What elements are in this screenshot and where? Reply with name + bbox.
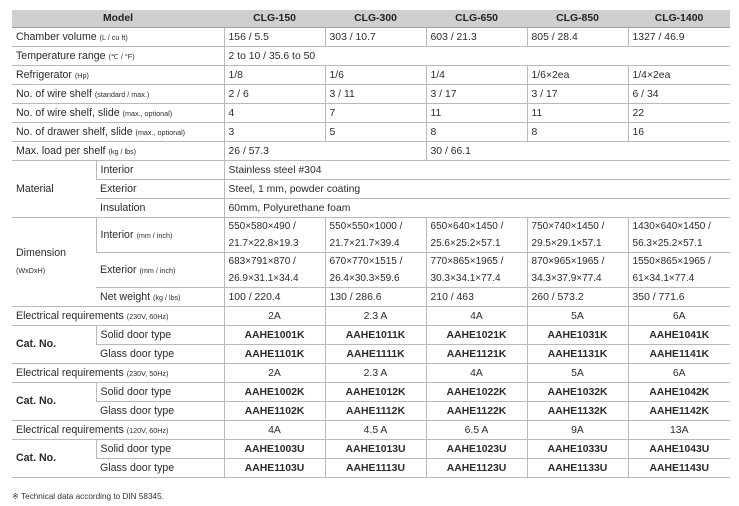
cell: 2 to 10 / 35.6 to 50 (224, 47, 730, 66)
cell: AAHE1032K (527, 383, 628, 402)
cell: AAHE1101K (224, 345, 325, 364)
sub-label: Glass door type (96, 402, 224, 421)
cell: 11 (426, 104, 527, 123)
row-label: No. of wire shelf (standard / max.) (12, 85, 224, 104)
cell: 26 / 57.3 (224, 142, 426, 161)
cell: 1/8 (224, 66, 325, 85)
sub-label: Exterior (96, 180, 224, 199)
row-net-weight (12, 288, 730, 307)
row-electrical-230-60 (12, 307, 730, 326)
cell: 8 (426, 123, 527, 142)
cell: 670×770×1515 / 26.4×30.3×59.6 (325, 253, 426, 288)
cell: AAHE1033U (527, 440, 628, 459)
sub-label: Net weight (kg / lbs) (96, 288, 224, 307)
cell: AAHE1131K (527, 345, 628, 364)
cell: 3 / 17 (527, 85, 628, 104)
cell: 3 / 17 (426, 85, 527, 104)
sub-label: Solid door type (96, 326, 224, 345)
model-header: Model (12, 10, 224, 28)
row-label: Electrical requirements (120V, 60Hz) (12, 421, 224, 440)
cell: 1/4 (426, 66, 527, 85)
cell: 303 / 10.7 (325, 28, 426, 47)
row-material-exterior (12, 180, 730, 199)
cell: AAHE1041K (628, 326, 730, 345)
row-label: Temperature range (℃ / °F) (12, 47, 224, 66)
cell: 5A (527, 364, 628, 383)
row-cat-glass (12, 402, 730, 421)
cell: 210 / 463 (426, 288, 527, 307)
cell: AAHE1013U (325, 440, 426, 459)
sub-label: Solid door type (96, 440, 224, 459)
cell: AAHE1043U (628, 440, 730, 459)
cell: AAHE1003U (224, 440, 325, 459)
cell: 1327 / 46.9 (628, 28, 730, 47)
cell: 2.3 A (325, 307, 426, 326)
cell: AAHE1103U (224, 459, 325, 478)
cell: 9A (527, 421, 628, 440)
row-label: Electrical requirements (230V, 60Hz) (12, 307, 224, 326)
cell: AAHE1111K (325, 345, 426, 364)
cell: 4A (426, 307, 527, 326)
row-label: Refrigerator (Hp) (12, 66, 224, 85)
cell: 870×965×1965 / 34.3×37.9×77.4 (527, 253, 628, 288)
cell: AAHE1042K (628, 383, 730, 402)
cell: 603 / 21.3 (426, 28, 527, 47)
cell: 2 / 6 (224, 85, 325, 104)
sub-label: Exterior (mm / inch) (96, 253, 224, 288)
cell: 5A (527, 307, 628, 326)
cell: 5 (325, 123, 426, 142)
cell: 1550×865×1965 / 61×34.1×77.4 (628, 253, 730, 288)
cell: 30 / 66.1 (426, 142, 730, 161)
sub-label: Solid door type (96, 383, 224, 402)
cell: AAHE1023U (426, 440, 527, 459)
row-material-interior (12, 161, 730, 180)
cell: 2A (224, 307, 325, 326)
row-label: Max. load per shelf (kg / lbs) (12, 142, 224, 161)
cell: AAHE1133U (527, 459, 628, 478)
group-label-material: Material (12, 161, 96, 218)
cell: 750×740×1450 / 29.5×29.1×57.1 (527, 218, 628, 253)
sub-label: Glass door type (96, 345, 224, 364)
row-dimension-exterior (12, 253, 730, 288)
model-col-header: CLG-1400 (628, 10, 730, 28)
cell: AAHE1021K (426, 326, 527, 345)
footnote: ※ Technical data according to DIN 58345. (12, 492, 164, 501)
cell: 650×640×1450 / 25.6×25.2×57.1 (426, 218, 527, 253)
cell: 22 (628, 104, 730, 123)
cell: 550×550×1000 / 21.7×21.7×39.4 (325, 218, 426, 253)
cell: AAHE1112K (325, 402, 426, 421)
group-label-dimension: Dimension (WxDxH) (12, 218, 96, 307)
cell: AAHE1102K (224, 402, 325, 421)
cell: AAHE1012K (325, 383, 426, 402)
row-electrical-120-60 (12, 421, 730, 440)
cell: 4 (224, 104, 325, 123)
cell: 3 / 11 (325, 85, 426, 104)
cell: AAHE1142K (628, 402, 730, 421)
cell: AAHE1031K (527, 326, 628, 345)
group-label-cat-no: Cat. No. (12, 383, 96, 421)
cell: 6.5 A (426, 421, 527, 440)
cell: 260 / 573.2 (527, 288, 628, 307)
cell: 130 / 286.6 (325, 288, 426, 307)
cell: AAHE1113U (325, 459, 426, 478)
header-row (12, 10, 730, 28)
model-col-header: CLG-150 (224, 10, 325, 28)
cell: 16 (628, 123, 730, 142)
cell: Stainless steel #304 (224, 161, 730, 180)
row-cat-glass (12, 459, 730, 478)
cell: 683×791×870 / 26.9×31.1×34.4 (224, 253, 325, 288)
cell: 1/4×2ea (628, 66, 730, 85)
row-wire-shelf-slide (12, 104, 730, 123)
sub-label: Glass door type (96, 459, 224, 478)
cell: AAHE1011K (325, 326, 426, 345)
cell: 7 (325, 104, 426, 123)
row-label: No. of drawer shelf, slide (max., optional) (12, 123, 224, 142)
row-cat-solid (12, 326, 730, 345)
cell: 2A (224, 364, 325, 383)
row-label: Electrical requirements (230V, 50Hz) (12, 364, 224, 383)
row-material-insulation (12, 199, 730, 218)
row-cat-glass (12, 345, 730, 364)
cell: 350 / 771.6 (628, 288, 730, 307)
cell: 156 / 5.5 (224, 28, 325, 47)
row-label: Chamber volume (L / cu ft) (12, 28, 224, 47)
cell: AAHE1141K (628, 345, 730, 364)
cell: 4A (426, 364, 527, 383)
row-electrical-230-50 (12, 364, 730, 383)
cell: 1/6 (325, 66, 426, 85)
sub-label: Interior (96, 161, 224, 180)
row-drawer-shelf (12, 123, 730, 142)
cell: Steel, 1 mm, powder coating (224, 180, 730, 199)
row-cat-solid (12, 440, 730, 459)
cell: 60mm, Polyurethane foam (224, 199, 730, 218)
row-wire-shelf (12, 85, 730, 104)
cell: 4.5 A (325, 421, 426, 440)
cell: AAHE1001K (224, 326, 325, 345)
sub-label: Interior (mm / inch) (96, 218, 224, 253)
cell: AAHE1122K (426, 402, 527, 421)
cell: 770×865×1965 / 30.3×34.1×77.4 (426, 253, 527, 288)
cell: 100 / 220.4 (224, 288, 325, 307)
cell: 6 / 34 (628, 85, 730, 104)
row-dimension-interior (12, 218, 730, 253)
model-col-header: CLG-300 (325, 10, 426, 28)
cell: AAHE1022K (426, 383, 527, 402)
row-max-load (12, 142, 730, 161)
cell: AAHE1121K (426, 345, 527, 364)
model-col-header: CLG-650 (426, 10, 527, 28)
cell: 6A (628, 364, 730, 383)
row-refrigerator (12, 66, 730, 85)
row-chamber-volume (12, 28, 730, 47)
cell: 3 (224, 123, 325, 142)
cell: AAHE1002K (224, 383, 325, 402)
cell: 1/6×2ea (527, 66, 628, 85)
group-label-cat-no: Cat. No. (12, 440, 96, 478)
cell: 550×580×490 / 21.7×22.8×19.3 (224, 218, 325, 253)
cell: 1430×640×1450 / 56.3×25.2×57.1 (628, 218, 730, 253)
cell: AAHE1123U (426, 459, 527, 478)
cell: 2.3 A (325, 364, 426, 383)
cell: 13A (628, 421, 730, 440)
row-temperature (12, 47, 730, 66)
model-col-header: CLG-850 (527, 10, 628, 28)
cell: AAHE1132K (527, 402, 628, 421)
cell: 8 (527, 123, 628, 142)
spec-table (12, 10, 730, 478)
cell: 11 (527, 104, 628, 123)
cell: 4A (224, 421, 325, 440)
row-label: No. of wire shelf, slide (max., optional) (12, 104, 224, 123)
row-cat-solid (12, 383, 730, 402)
cell: 805 / 28.4 (527, 28, 628, 47)
group-label-cat-no: Cat. No. (12, 326, 96, 364)
cell: AAHE1143U (628, 459, 730, 478)
sub-label: Insulation (96, 199, 224, 218)
cell: 6A (628, 307, 730, 326)
